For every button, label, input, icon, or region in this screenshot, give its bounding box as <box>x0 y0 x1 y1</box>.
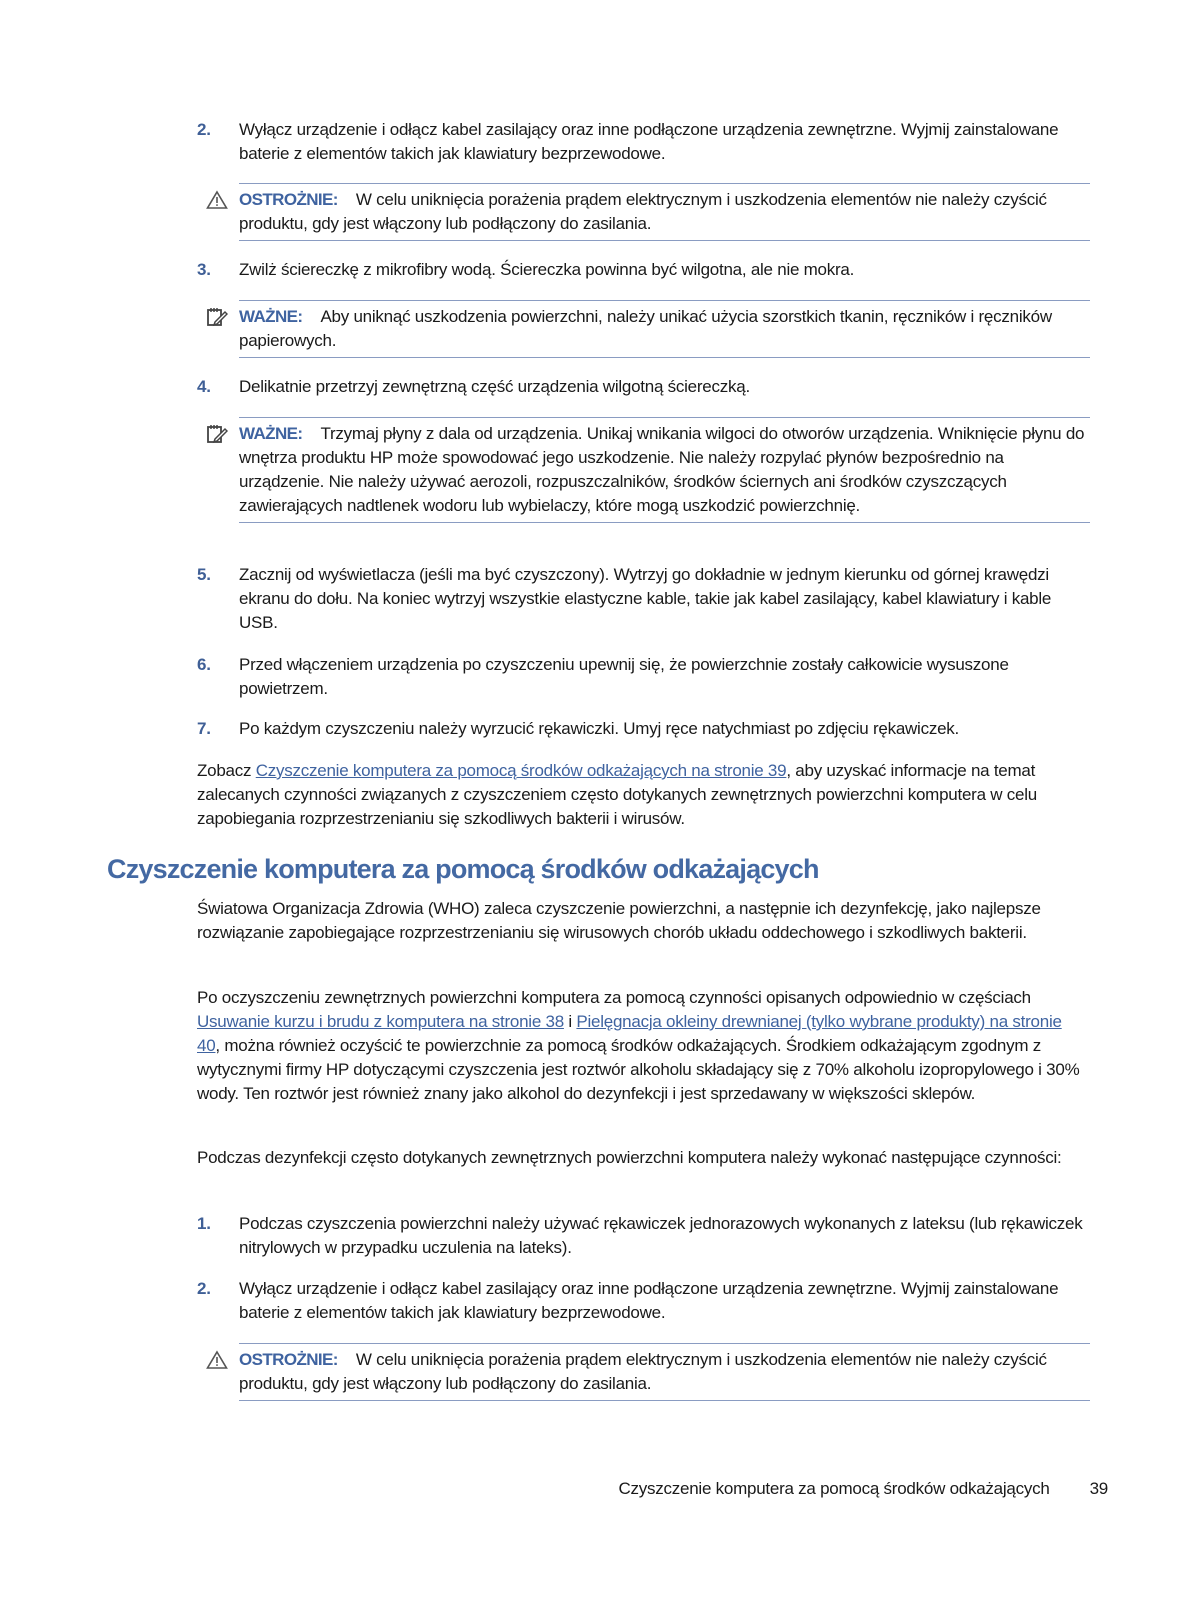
step-6 <box>197 653 1090 701</box>
important-note <box>239 300 1090 358</box>
step-number: 3. <box>197 260 211 279</box>
step-number: 4. <box>197 377 211 396</box>
step-text: Wyłącz urządzenie i odłącz kabel zasilający oraz inne podłączone urządzenia zewnętrzne. Wyjmij zainstalowane baterie z elementów takich jak klawiatury bezprzewodowe. <box>239 1279 1059 1322</box>
note-label: OSTROŻNIE: <box>239 1350 338 1369</box>
note-label: WAŻNE: <box>239 307 303 326</box>
note-text: Aby uniknąć uszkodzenia powierzchni, należy unikać użycia szorstkich tkanin, ręczników i ręczników papierowych. <box>239 307 1052 350</box>
section-heading: Czyszczenie komputera za pomocą środków odkażających <box>107 854 819 884</box>
caution-note <box>239 183 1090 241</box>
link-wood-veneer-page-40[interactable]: Pielęgnacja okleiny drewnianej (tylko wybrane produkty) na stronie 40 <box>197 1012 1062 1055</box>
text: , aby uzyskać informacje na temat zalecanych czynności związanych z czyszczeniem często dotykanych zewnętrznych powierzchni komputera w celu zapobiegania rozprzestrzenianiu się szkodliwych bakterii i wirusów. <box>197 761 1037 828</box>
text: , można również oczyścić te powierzchnie za pomocą środków odkażających. Środkiem odkażającym zgodnym z wytycznymi firmy HP dotyczącymi czyszczenia jest roztwór alkoholu składający się z 70% alkoholu izopropylowego i 30% wody. Ten roztwór jest również znany jako alkohol do dezynfekcji i jest sprzedawany w większości sklepów. <box>197 1036 1080 1103</box>
step-number: 6. <box>197 655 211 674</box>
step-4 <box>197 375 1090 399</box>
step-text: Przed włączeniem urządzenia po czyszczeniu upewnij się, że powierzchnie zostały całkowicie wysuszone powietrzem. <box>239 655 1009 698</box>
step-text: Po każdym czyszczeniu należy wyrzucić rękawiczki. Umyj ręce natychmiast po zdjęciu rękawiczek. <box>239 719 960 738</box>
see-also-paragraph <box>197 759 1057 831</box>
step-number: 1. <box>197 1214 211 1233</box>
link-dust-page-38[interactable]: Usuwanie kurzu i brudu z komputera na stronie 38 <box>197 1012 564 1031</box>
step-text: Wyłącz urządzenie i odłącz kabel zasilający oraz inne podłączone urządzenia zewnętrzne. Wyjmij zainstalowane baterie z elementów takich jak klawiatury bezprzewodowe. <box>239 120 1059 163</box>
step-text: Zwilż ściereczkę z mikrofibry wodą. Ściereczka powinna być wilgotna, ale nie mokra. <box>239 260 855 279</box>
who-paragraph: Światowa Organizacja Zdrowia (WHO) zaleca czyszczenie powierzchni, a następnie ich dezynfekcję, jako najlepsze rozwiązanie zapobiegające rozprzestrzenianiu się wirusowych chorób układu oddechowego i szkodliwych bakterii. <box>197 899 1041 942</box>
caution-note <box>239 1343 1090 1401</box>
step-3 <box>197 258 1090 282</box>
important-note-icon <box>206 424 228 444</box>
step-number: 5. <box>197 565 211 584</box>
note-label: WAŻNE: <box>239 424 303 443</box>
page-footer <box>618 1477 1108 1501</box>
step-text: Zacznij od wyświetlacza (jeśli ma być czyszczony). Wytrzyj go dokładnie w jednym kierunku od górnej krawędzi ekranu do dołu. Na koniec wytrzyj wszystkie elastyczne kable, takie jak kabel zasilający, kabel klawiatury i kable USB. <box>239 565 1052 632</box>
link-disinfect-page-39[interactable]: Czyszczenie komputera za pomocą środków odkażających na stronie 39 <box>255 761 787 780</box>
step-number: 7. <box>197 719 211 738</box>
step-1 <box>197 1212 1090 1260</box>
step-number: 2. <box>197 120 211 139</box>
step-2 <box>197 1277 1090 1325</box>
disinfect-paragraph <box>197 986 1087 1106</box>
step-text: Podczas czyszczenia powierzchni należy używać rękawiczek jednorazowych wykonanych z lateksu (lub rękawiczek nitrylowych w przypadku uczulenia na lateks). <box>239 1214 1083 1257</box>
footer-title: Czyszczenie komputera za pomocą środków odkażających <box>618 1479 1050 1498</box>
steps-intro: Podczas dezynfekcji często dotykanych zewnętrznych powierzchni komputera należy wykonać następujące czynności: <box>197 1148 1062 1167</box>
note-text: W celu uniknięcia porażenia prądem elektrycznym i uszkodzenia elementów nie należy czyścić produktu, gdy jest włączony lub podłączony do zasilania. <box>239 1350 1047 1393</box>
important-note-icon <box>206 307 228 327</box>
text: Zobacz <box>197 761 256 780</box>
step-number: 2. <box>197 1279 211 1298</box>
page-number: 39 <box>1089 1479 1108 1498</box>
step-2 <box>197 118 1090 166</box>
note-label: OSTROŻNIE: <box>239 190 338 209</box>
warning-triangle-icon <box>206 190 228 210</box>
step-5 <box>197 563 1090 635</box>
note-text: W celu uniknięcia porażenia prądem elektrycznym i uszkodzenia elementów nie należy czyścić produktu, gdy jest włączony lub podłączony do zasilania. <box>239 190 1047 233</box>
note-text: Trzymaj płyny z dala od urządzenia. Unikaj wnikania wilgoci do otworów urządzenia. Wniknięcie płynu do wnętrza produktu HP może spowodować jego uszkodzenie. Nie należy rozpylać płynów bezpośrednio na urządzenie. Nie należy używać aerozoli, rozpuszczalników, środków ściernych ani środków czyszczących zawierających nadtlenek wodoru lub wybielaczy, które mogą uszkodzić powierzchnię. <box>239 424 1085 515</box>
text: Po oczyszczeniu zewnętrznych powierzchni komputera za pomocą czynności opisanych odpowiednio w częściach <box>197 988 1031 1007</box>
important-note <box>239 417 1090 523</box>
step-text: Delikatnie przetrzyj zewnętrzną część urządzenia wilgotną ściereczką. <box>239 377 750 396</box>
text: i <box>563 1012 577 1031</box>
warning-triangle-icon <box>206 1350 228 1370</box>
step-7 <box>197 717 1090 741</box>
